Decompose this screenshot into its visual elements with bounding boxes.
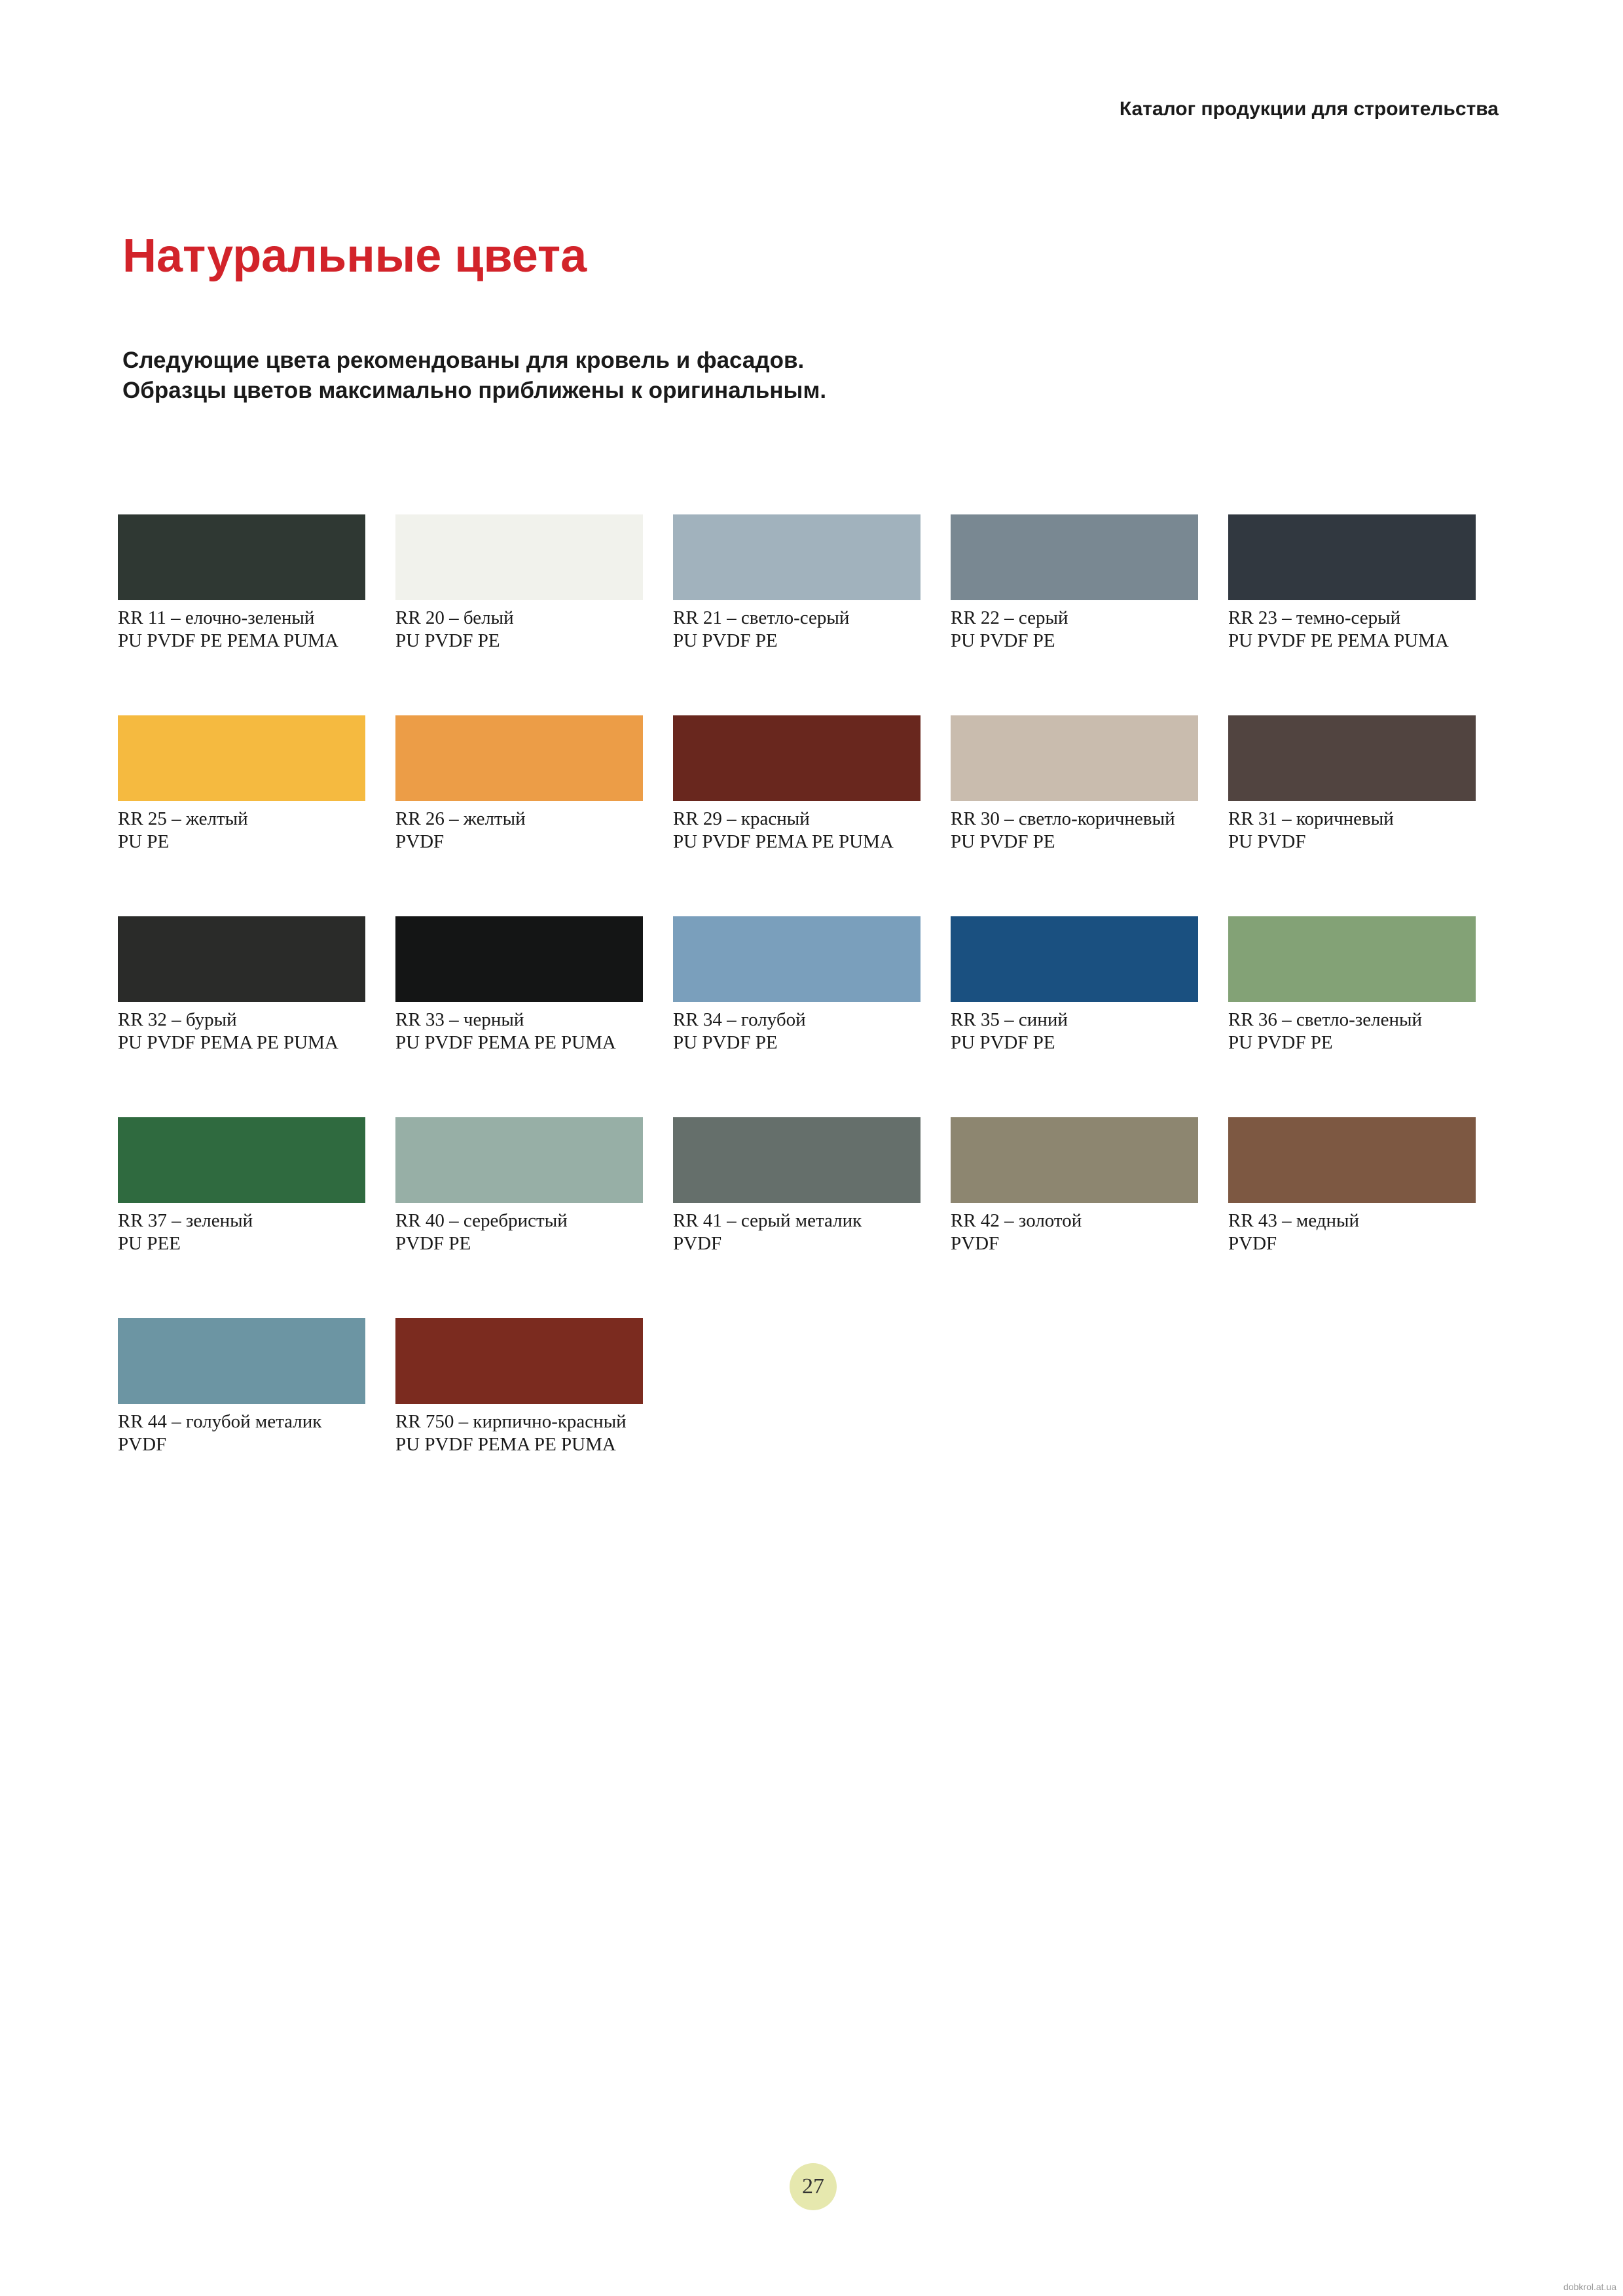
watermark: dobkrol.at.ua [1563, 2282, 1616, 2292]
swatch-coatings: PU PVDF PEMA PE PUMA [673, 831, 894, 852]
swatch-coatings: PU PEE [118, 1233, 181, 1254]
color-swatch [118, 916, 365, 1002]
color-swatch-card [118, 514, 365, 652]
color-swatch [1228, 1117, 1476, 1203]
swatch-label: RR 33 – черный [395, 1009, 524, 1030]
color-swatch [1228, 916, 1476, 1002]
swatch-label: RR 35 – синий [951, 1009, 1068, 1030]
swatch-label: RR 32 – бурый [118, 1009, 237, 1030]
color-swatch-card [395, 1117, 643, 1255]
swatch-label: RR 23 – темно-серый [1228, 607, 1401, 628]
swatch-label: RR 26 – желтый [395, 808, 526, 829]
swatch-coatings: PU PVDF PE [951, 1032, 1055, 1053]
swatch-label: RR 22 – серый [951, 607, 1068, 628]
color-swatch [673, 916, 921, 1002]
swatch-coatings: PVDF [395, 831, 445, 852]
color-swatch-card [118, 1318, 365, 1456]
color-swatch-card [1228, 1117, 1476, 1255]
color-swatch-card [673, 715, 921, 853]
color-swatch [395, 1318, 643, 1404]
swatch-label: RR 36 – светло-зеленый [1228, 1009, 1422, 1030]
color-swatch-card [395, 1318, 643, 1456]
swatch-label: RR 37 – зеленый [118, 1210, 253, 1231]
swatch-coatings: PU PVDF PE PEMA PUMA [118, 630, 338, 651]
color-swatch [395, 514, 643, 600]
swatch-coatings: PVDF [1228, 1233, 1277, 1254]
color-swatch-card [951, 916, 1198, 1054]
swatch-label: RR 34 – голубой [673, 1009, 806, 1030]
color-swatch-card [395, 514, 643, 652]
swatch-coatings: PU PVDF PE [1228, 1032, 1333, 1053]
color-swatch [951, 916, 1198, 1002]
swatch-label: RR 30 – светло-коричневый [951, 808, 1175, 829]
color-swatch [951, 1117, 1198, 1203]
swatch-coatings: PVDF [951, 1233, 1000, 1254]
color-swatch [673, 514, 921, 600]
swatch-coatings: PU PVDF PE PEMA PUMA [1228, 630, 1449, 651]
swatch-label: RR 25 – желтый [118, 808, 248, 829]
color-swatch-card [395, 916, 643, 1054]
swatch-coatings: PU PVDF PEMA PE PUMA [395, 1032, 616, 1053]
swatch-coatings: PVDF PE [395, 1233, 471, 1254]
swatch-label: RR 41 – серый металик [673, 1210, 862, 1231]
swatch-label: RR 29 – красный [673, 808, 810, 829]
intro-line-2: Образцы цветов максимально приближены к оригинальным. [122, 378, 827, 403]
color-swatch-card [118, 1117, 365, 1255]
color-swatch-card [395, 715, 643, 853]
color-swatch-card [951, 1117, 1198, 1255]
catalog-header-title: Каталог продукции для строительства [1119, 98, 1499, 120]
color-swatch-card [951, 514, 1198, 652]
color-swatch [395, 715, 643, 801]
intro-text [122, 346, 826, 406]
swatch-coatings: PU PVDF PE [951, 630, 1055, 651]
intro-line-1: Следующие цвета рекомендованы для кровель и фасадов. [122, 348, 805, 373]
swatch-coatings: PU PVDF PE [395, 630, 500, 651]
swatch-coatings: PU PVDF PE [673, 1032, 778, 1053]
color-swatch-card [673, 514, 921, 652]
color-swatch [118, 514, 365, 600]
color-swatch-card [1228, 715, 1476, 853]
swatch-label: RR 40 – серебристый [395, 1210, 568, 1231]
color-swatch [1228, 514, 1476, 600]
color-swatch [118, 715, 365, 801]
swatch-label: RR 11 – елочно-зеленый [118, 607, 315, 628]
swatch-coatings: PU PVDF PEMA PE PUMA [118, 1032, 338, 1053]
swatch-label: RR 20 – белый [395, 607, 514, 628]
color-swatch-card [673, 1117, 921, 1255]
swatch-label: RR 44 – голубой металик [118, 1411, 322, 1432]
color-swatch [395, 1117, 643, 1203]
swatch-label: RR 31 – коричневый [1228, 808, 1394, 829]
swatch-coatings: PU PE [118, 831, 170, 852]
page-number: 27 [790, 2163, 837, 2210]
swatch-label: RR 43 – медный [1228, 1210, 1360, 1231]
color-swatch [673, 1117, 921, 1203]
color-swatch-card [1228, 916, 1476, 1054]
color-swatch [951, 715, 1198, 801]
page-title: Натуральные цвета [122, 230, 587, 282]
color-swatch [395, 916, 643, 1002]
swatch-label: RR 21 – светло-серый [673, 607, 850, 628]
color-swatch [1228, 715, 1476, 801]
swatch-coatings: PU PVDF PE [951, 831, 1055, 852]
color-swatch-card [951, 715, 1198, 853]
color-swatch [951, 514, 1198, 600]
swatch-label: RR 42 – золотой [951, 1210, 1082, 1231]
color-swatch-card [1228, 514, 1476, 652]
swatch-label: RR 750 – кирпично-красный [395, 1411, 627, 1432]
color-swatch-card [118, 916, 365, 1054]
color-swatch-grid [118, 514, 1476, 1456]
color-swatch [118, 1318, 365, 1404]
swatch-coatings: PVDF [673, 1233, 722, 1254]
swatch-coatings: PU PVDF PE [673, 630, 778, 651]
color-swatch-card [673, 916, 921, 1054]
color-swatch [673, 715, 921, 801]
swatch-coatings: PU PVDF [1228, 831, 1306, 852]
color-swatch-card [118, 715, 365, 853]
swatch-coatings: PVDF [118, 1434, 167, 1455]
swatch-coatings: PU PVDF PEMA PE PUMA [395, 1434, 616, 1455]
color-swatch [118, 1117, 365, 1203]
